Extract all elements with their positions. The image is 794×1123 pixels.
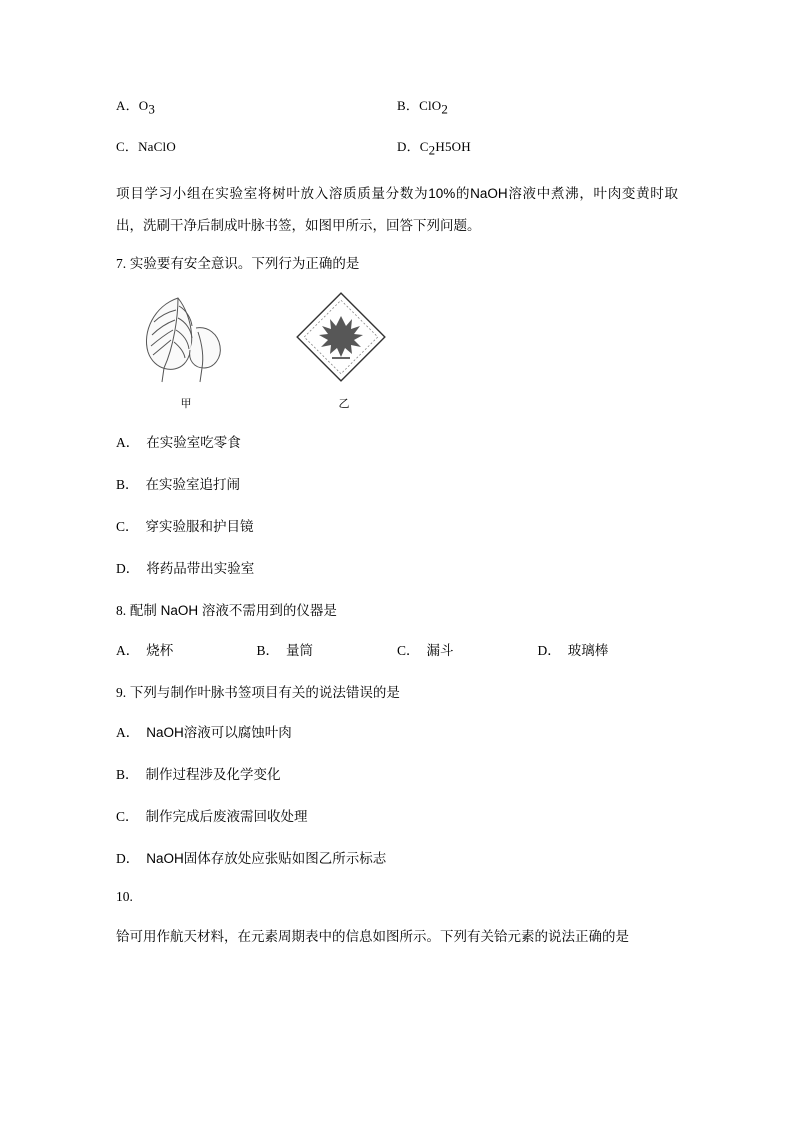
q9-option-c [116, 805, 678, 825]
q8-option-b [257, 639, 398, 659]
q8-option-b-text: 量筒 [286, 642, 314, 658]
document-content [116, 96, 678, 965]
q8-option-a [116, 639, 257, 659]
q9-option-b-text: 制作过程涉及化学变化 [145, 766, 281, 782]
q8-option-d [538, 639, 679, 659]
figure-caption-jia: 甲 [180, 397, 192, 410]
question-8-number: 8. [116, 602, 127, 618]
option-d-text: C [419, 139, 429, 155]
q7-option-c-label: C． [116, 518, 139, 534]
q9-option-a-label: A． [116, 724, 140, 740]
option-c-text: NaClO [138, 139, 176, 155]
corrosive-hazard-sign-figure [296, 292, 392, 411]
q9-option-c-text: 制作完成后废液需回收处理 [145, 808, 308, 824]
q8-option-d-label: D． [537, 642, 561, 658]
q8-option-c-text: 漏斗 [426, 642, 454, 658]
q9-option-d-text: NaOH固体存放处应张贴如图乙所示标志 [146, 850, 387, 866]
q8-option-d-text: 玻璃棒 [567, 642, 609, 658]
q8-option-c [397, 639, 538, 659]
leaf-bookmark-figure [134, 292, 238, 411]
q7-option-d-label: D． [116, 560, 140, 576]
question-10-stem: 铪可用作航天材料，在元素周期表中的信息如图所示。下列有关铪元素的说法正确的是 [116, 928, 629, 944]
question-7-text: 实验要有安全意识。下列行为正确的是 [129, 255, 360, 271]
option-a-label: A． [116, 98, 139, 113]
question-9-number: 9. [116, 684, 127, 700]
q7-option-c-text: 穿实验服和护目镜 [145, 518, 254, 534]
option-d-tail: H5OH [435, 139, 471, 155]
q9-option-a-text: NaOH溶液可以腐蚀叶肉 [146, 724, 292, 740]
option-b-text: ClO [419, 98, 442, 113]
figure-caption-yi: 乙 [338, 397, 350, 410]
q8-option-b-label: B． [256, 642, 280, 658]
q8-option-a-text: 烧杯 [146, 642, 174, 658]
question-7-stem [116, 252, 678, 272]
option-a-sub: 3 [148, 101, 156, 117]
q7-option-a-text: 在实验室吃零食 [146, 434, 241, 450]
q9-option-c-label: C． [116, 808, 139, 824]
q9-option-a [116, 721, 678, 741]
q9-option-b-label: B． [116, 766, 139, 782]
options-row-ab [116, 96, 678, 119]
option-b-q6 [397, 96, 678, 119]
question-9-stem [116, 681, 678, 701]
hazard-diamond-icon [296, 292, 392, 388]
intro-paragraph: 项目学习小组在实验室将树叶放入溶质质量分数为10%的NaOH溶液中煮沸，叶肉变黄时取出，洗刷干净后制成叶脉书签，如图甲所示，回答下列问题。 [116, 186, 678, 234]
options-row-cd [116, 137, 678, 160]
q7-option-b [116, 473, 678, 493]
option-a-text: O [138, 98, 149, 113]
q7-option-d [116, 557, 678, 577]
option-c-label: C． [116, 139, 139, 155]
option-b-sub: 2 [441, 101, 449, 117]
q7-option-a-label: A． [116, 434, 140, 450]
option-d-q6 [397, 137, 678, 160]
option-d-sub: 2 [428, 142, 436, 158]
q8-option-a-label: A． [116, 642, 140, 658]
question-9-text: 下列与制作叶脉书签项目有关的说法错误的是 [129, 684, 400, 700]
question-7-number: 7. [116, 255, 127, 271]
option-c-q6 [116, 137, 397, 160]
q9-option-d-label: D． [116, 850, 140, 866]
leaf-icon [134, 292, 238, 388]
option-b-label: B． [397, 98, 420, 113]
q7-option-a [116, 431, 678, 451]
q8-option-c-label: C． [397, 642, 420, 658]
figure-group [134, 292, 678, 411]
q7-option-b-label: B． [116, 476, 139, 492]
q8-options-row [116, 639, 678, 659]
question-8-stem [116, 599, 678, 619]
q9-option-b [116, 763, 678, 783]
option-a-q6 [116, 96, 397, 119]
question-8-text: 配制 NaOH 溶液不需用到的仪器是 [129, 602, 337, 618]
q7-option-b-text: 在实验室追打闹 [145, 476, 241, 492]
q7-option-d-text: 将药品带出实验室 [146, 560, 255, 576]
q7-option-c [116, 515, 678, 535]
question-10-number: 10. [116, 888, 133, 904]
q9-option-d [116, 847, 678, 867]
option-d-label: D． [397, 139, 420, 155]
